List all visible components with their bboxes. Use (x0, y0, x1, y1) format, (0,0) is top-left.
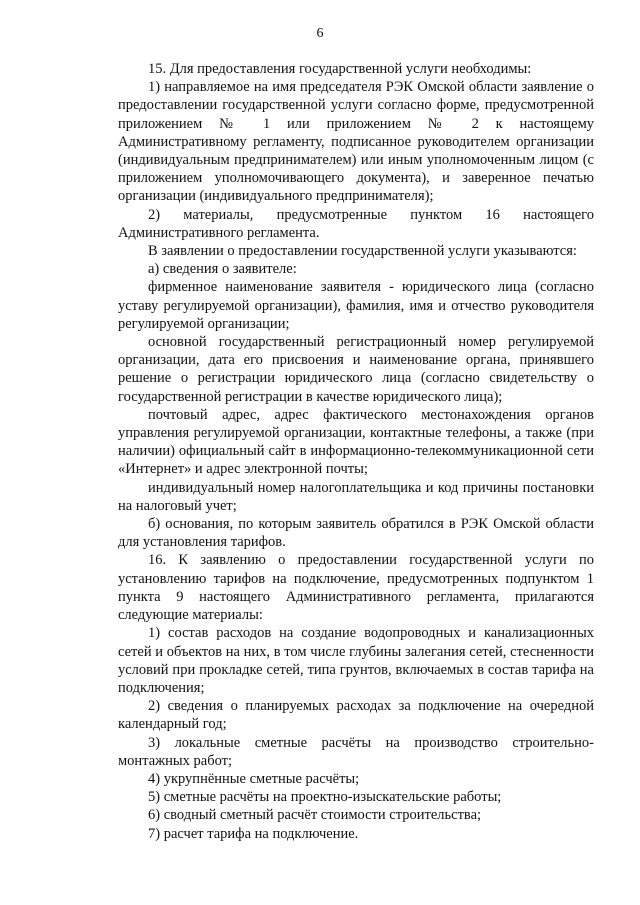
paragraph: 3) локальные сметные расчёты на производство строительно-монтажных работ; (118, 734, 594, 769)
paragraph: а) сведения о заявителе: (148, 261, 297, 278)
paragraph: 5) сметные расчёты на проектно-изыскательские работы; (148, 789, 502, 806)
paragraph: б) основания, по которым заявитель обратился в РЭК Омской области для установления тарифов. (118, 516, 594, 551)
paragraph: 16. К заявлению о предоставлении государственной услуги по установлению тарифов на подключение, предусмотренных подпунктом 1 пункта 9 настоящего Административного регламента, прилагаются следующие материалы: (118, 552, 594, 624)
paragraph: 7) расчет тарифа на подключение. (148, 825, 359, 842)
paragraph: фирменное наименование заявителя - юридического лица (согласно уставу регулируемой организации), фамилия, имя и отчество руководителя регулируемой организации; (118, 279, 594, 332)
paragraph: основной государственный регистрационный номер регулируемой организации, дата его присвоения и наименование органа, принявшего решение о регистрации юридического лица (согласно свидетельству о государственной регистрации в качестве юридического лица); (118, 334, 594, 405)
paragraph: 4) укрупнённые сметные расчёты; (148, 770, 360, 787)
paragraph: 2) материалы, предусмотренные пунктом 16 настоящего Административного регламента. (118, 206, 594, 241)
paragraph: индивидуальный номер налогоплательщика и код причины постановки на налоговый учет; (118, 479, 594, 514)
page-number: 6 (316, 26, 324, 41)
paragraph: 6) сводный сметный расчёт стоимости строительства; (148, 807, 482, 824)
paragraph: 1) состав расходов на создание водопроводных и канализационных сетей и объектов на них, в том числе глубины залегания сетей, стесненности условий при прокладке сетей, типа грунтов, включаемых в состав тарифа на подключения; (118, 625, 594, 696)
document-body (118, 60, 594, 843)
paragraph: 2) сведения о планируемых расходах за подключение на очередной календарный год; (118, 698, 594, 733)
paragraph: В заявлении о предоставлении государственной услуги указываются: (148, 243, 577, 260)
paragraph: 15. Для предоставления государственной услуги необходимы: (148, 61, 532, 77)
paragraph: почтовый адрес, адрес фактического местонахождения органов управления регулируемой организации, контактные телефоны, а также (при наличии) официальный сайт в информационно-телекоммуникационной сети «Интернет» и адрес электронной почты; (118, 406, 594, 478)
paragraph: 1) направляемое на имя председателя РЭК Омской области заявление о предоставлении государственной услуги согласно форме, предусмотренной приложением № 1 или приложением № 2 к настоящему Административному регламенту, подписанное руководителем организации (индивидуальным предпринимателем) или иным уполномоченным лицом (с приложением уполномочивающего документа), и заверенное печатью организации (индивидуального предпринимателя); (118, 79, 594, 205)
